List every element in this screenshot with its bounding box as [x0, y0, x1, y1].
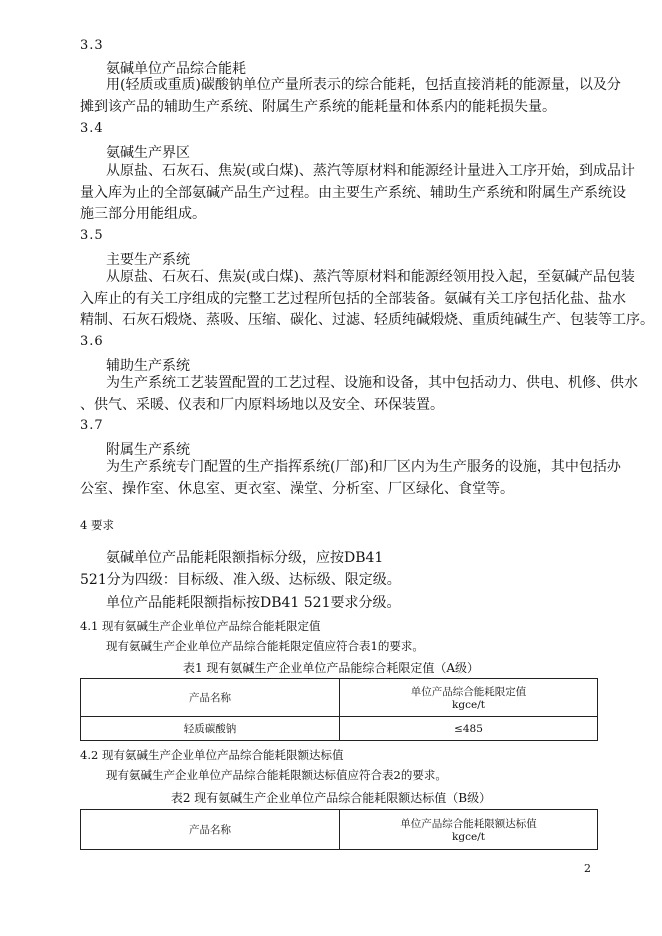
section-title: 氨碱单位产品综合能耗	[106, 61, 246, 77]
page-number: 2	[584, 862, 591, 875]
section-number: 3.3	[80, 38, 104, 53]
table-cell: 轻质碳酸钠	[81, 717, 340, 741]
subsection-text: 现有氨碱生产企业单位产品综合能耗限定值应符合表1的要求。	[106, 639, 424, 653]
table-2	[80, 809, 598, 850]
subsection-text: 现有氨碱生产企业单位产品综合能耗限额达标值应符合表2的要求。	[106, 768, 447, 782]
table-caption: 表2 现有氨碱生产企业单位产品综合能耗限额达标值（B级）	[170, 791, 492, 805]
req-line: 单位产品能耗限额指标按DB41 521要求分级。	[106, 595, 401, 611]
section-title: 主要生产系统	[106, 252, 190, 268]
section-line: 为生产系统工艺装置配置的工艺过程、设施和设备，其中包括动力、供电、机修、供水	[106, 375, 638, 391]
table-header-cell: 产品名称	[81, 810, 340, 850]
section-line: 公室、操作室、休息室、更衣室、澡堂、分析室、厂区绿化、食堂等。	[80, 481, 514, 497]
section-line: 入库止的有关工序组成的完整工艺过程所包括的全部装备。氨碱有关工序包括化盐、盐水	[80, 291, 626, 307]
section-line: 从原盐、石灰石、焦炭(或白煤)、蒸汽等原材料和能源经领用投入起，至氨碱产品包装	[106, 269, 635, 285]
section-line: 量入库为止的全部氨碱产品生产过程。由主要生产系统、辅助生产系统和附属生产系统设	[80, 185, 626, 201]
table-header-cell: 产品名称	[81, 679, 340, 717]
section-title: 辅助生产系统	[106, 358, 190, 374]
table-caption: 表1 现有氨碱生产企业单位产品能综合耗限定值（A级）	[182, 661, 480, 675]
section-number: 3.5	[80, 228, 104, 243]
section-line: 精制、石灰石煅烧、蒸吸、压缩、碳化、过滤、轻质纯碱煅烧、重质纯碱生产、包装等工序。	[80, 312, 654, 328]
section-number: 3.6	[80, 334, 104, 349]
section-line: 施三部分用能组成。	[80, 206, 206, 222]
table-header-cell	[340, 810, 598, 850]
table-1	[80, 678, 598, 741]
section-number: 3.7	[80, 418, 104, 433]
table-header-cell	[340, 679, 598, 717]
section-line: 用(轻质或重质)碳酸钠单位产量所表示的综合能耗，包括直接消耗的能源量，以及分	[106, 77, 621, 93]
subsection-heading: 4.2 现有氨碱生产企业单位产品综合能耗限额达标值	[80, 748, 344, 762]
subsection-heading: 4.1 现有氨碱生产企业单位产品综合能耗限定值	[80, 619, 321, 633]
section-line: 摊到该产品的辅助生产系统、附属生产系统的能耗量和体系内的能耗损失量。	[80, 99, 556, 115]
section-number: 3.4	[80, 121, 104, 136]
section-line: 从原盐、石灰石、焦炭(或白煤)、蒸汽等原材料和能源经计量进入工序开始，到成品计	[106, 163, 635, 179]
section-title: 附属生产系统	[106, 442, 190, 458]
chapter-heading: 4 要求	[80, 518, 114, 532]
table-cell: ≤485	[340, 717, 598, 741]
req-line: 521分为四级：目标级、准入级、达标级、限定级。	[80, 572, 401, 588]
header-label: 单位产品综合能耗限额达标值	[400, 818, 537, 830]
section-line: 、供气、采暖、仪表和厂内原料场地以及安全、环保装置。	[80, 397, 444, 413]
section-line: 为生产系统专门配置的生产指挥系统(厂部)和厂区内为生产服务的设施，其中包括办	[106, 459, 621, 475]
header-unit: kgce/t	[452, 831, 485, 843]
req-line: 氨碱单位产品能耗限额指标分级，应按DB41	[106, 550, 384, 566]
header-unit: kgce/t	[452, 699, 485, 711]
header-label: 单位产品综合能耗限定值	[410, 686, 527, 698]
section-title: 氨碱生产界区	[106, 145, 190, 161]
